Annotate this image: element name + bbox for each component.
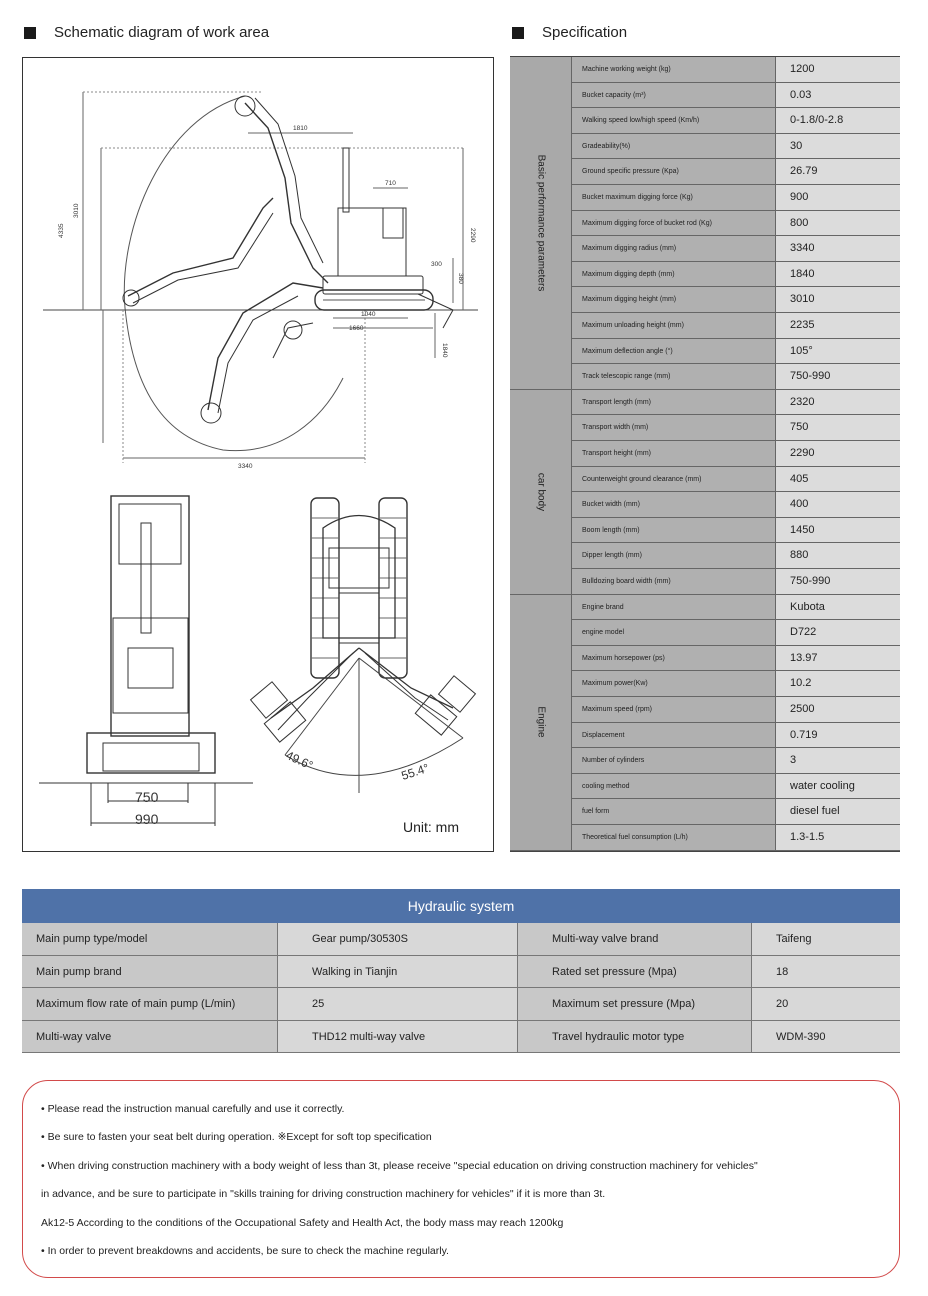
- square-bullet-icon: [24, 27, 36, 39]
- note-line: • When driving construction machinery with a body weight of less than 3t, please receive "special education on driving construction machinery for vehicles": [41, 1159, 758, 1172]
- dim-angle-right: 55.4°: [399, 760, 431, 783]
- spec-value: Kubota: [776, 595, 900, 620]
- spec-group-label: [510, 390, 572, 595]
- spec-key: Number of cylinders: [572, 748, 776, 773]
- diagram-section-header: [24, 24, 269, 41]
- hydraulic-value: Taifeng: [752, 923, 900, 955]
- spec-value: 1450: [776, 518, 900, 543]
- spec-row: [572, 339, 900, 365]
- spec-row: [572, 313, 900, 339]
- spec-key: Maximum speed (rpm): [572, 697, 776, 722]
- spec-table: [510, 56, 900, 852]
- spec-value: 2320: [776, 390, 900, 415]
- spec-value: 0.719: [776, 723, 900, 748]
- hydraulic-value: 20: [752, 988, 900, 1020]
- spec-value: 105°: [776, 339, 900, 364]
- spec-group-label-text: car body: [535, 472, 546, 511]
- spec-key: Maximum deflection angle (°): [572, 339, 776, 364]
- spec-value: 0-1.8/0-2.8: [776, 108, 900, 133]
- spec-value: 2235: [776, 313, 900, 338]
- spec-group-label-text: Basic performance parameters: [535, 154, 546, 292]
- hydraulic-key: Multi-way valve: [22, 1021, 278, 1053]
- spec-row: [572, 799, 900, 825]
- spec-row: [572, 134, 900, 160]
- spec-group-label: [510, 595, 572, 851]
- dim-2290: 2290: [469, 228, 476, 243]
- dim-3340: 3340: [238, 463, 253, 470]
- spec-row: [572, 390, 900, 416]
- spec-value: 750: [776, 415, 900, 440]
- spec-row: [572, 364, 900, 390]
- spec-row: [572, 159, 900, 185]
- dim-300: 300: [431, 261, 442, 268]
- spec-group: [510, 595, 900, 851]
- hydraulic-value: 18: [752, 956, 900, 988]
- spec-section-title: Specification: [542, 24, 628, 41]
- spec-group-label: [510, 57, 572, 390]
- spec-key: Walking speed low/high speed (Km/h): [572, 108, 776, 133]
- spec-key: Maximum digging force of bucket rod (Kg): [572, 211, 776, 236]
- spec-key: Maximum digging radius (mm): [572, 236, 776, 261]
- spec-row: [572, 492, 900, 518]
- dim-4335: 4335: [58, 223, 65, 238]
- dim-1660: 1660: [349, 325, 364, 332]
- note-line: Ak12-5 According to the conditions of the Occupational Safety and Health Act, the body mass may reach 1200kg: [41, 1216, 564, 1229]
- hydraulic-value: WDM-390: [752, 1021, 900, 1053]
- unit-label: Unit: mm: [403, 819, 459, 835]
- spec-row: [572, 595, 900, 621]
- hydraulic-row: [22, 956, 900, 989]
- spec-row: [572, 108, 900, 134]
- spec-section-header: [512, 24, 627, 41]
- hydraulic-row: [22, 923, 900, 956]
- spec-key: Dipper length (mm): [572, 543, 776, 568]
- spec-value: 3010: [776, 287, 900, 312]
- spec-row: [572, 774, 900, 800]
- spec-key: engine model: [572, 620, 776, 645]
- spec-key: Transport width (mm): [572, 415, 776, 440]
- spec-value: 1200: [776, 57, 900, 82]
- dim-750: 750: [135, 789, 159, 805]
- spec-key: Machine working weight (kg): [572, 57, 776, 82]
- spec-value: 900: [776, 185, 900, 210]
- spec-row: [572, 57, 900, 83]
- spec-key: Bucket width (mm): [572, 492, 776, 517]
- spec-key: Maximum horsepower (ps): [572, 646, 776, 671]
- spec-key: Track telescopic range (mm): [572, 364, 776, 389]
- spec-key: Bucket capacity (m³): [572, 83, 776, 108]
- spec-value: D722: [776, 620, 900, 645]
- dim-990: 990: [135, 811, 159, 827]
- spec-value: 405: [776, 467, 900, 492]
- spec-value: 10.2: [776, 671, 900, 696]
- spec-row: [572, 723, 900, 749]
- hydraulic-value: THD12 multi-way valve: [278, 1021, 518, 1053]
- spec-value: 13.97: [776, 646, 900, 671]
- spec-key: Transport length (mm): [572, 390, 776, 415]
- dim-3010: 3010: [73, 203, 80, 218]
- spec-key: Ground specific pressure (Kpa): [572, 159, 776, 184]
- spec-row: [572, 441, 900, 467]
- dim-380: 380: [457, 273, 464, 284]
- note-line: • Please read the instruction manual carefully and use it correctly.: [41, 1103, 345, 1115]
- spec-key: Maximum digging depth (mm): [572, 262, 776, 287]
- spec-value: 26.79: [776, 159, 900, 184]
- spec-row: [572, 748, 900, 774]
- spec-value: 3340: [776, 236, 900, 261]
- hydraulic-key: Maximum set pressure (Mpa): [518, 988, 752, 1020]
- hydraulic-value: 25: [278, 988, 518, 1020]
- spec-key: cooling method: [572, 774, 776, 799]
- spec-key: Engine brand: [572, 595, 776, 620]
- hydraulic-row: [22, 988, 900, 1021]
- spec-group: [510, 390, 900, 595]
- spec-value: 30: [776, 134, 900, 159]
- spec-key: Boom length (mm): [572, 518, 776, 543]
- hydraulic-title: Hydraulic system: [22, 889, 900, 923]
- spec-value: water cooling: [776, 774, 900, 799]
- spec-key: Maximum unloading height (mm): [572, 313, 776, 338]
- hydraulic-row: [22, 1021, 900, 1054]
- spec-value: 750-990: [776, 569, 900, 594]
- spec-row: [572, 415, 900, 441]
- excavator-drawing: [23, 58, 493, 850]
- spec-value: 800: [776, 211, 900, 236]
- spec-value: 0.03: [776, 83, 900, 108]
- spec-row: [572, 825, 900, 851]
- square-bullet-icon: [512, 27, 524, 39]
- spec-key: Displacement: [572, 723, 776, 748]
- spec-row: [572, 569, 900, 595]
- spec-key: Counterweight ground clearance (mm): [572, 467, 776, 492]
- spec-row: [572, 211, 900, 237]
- spec-group-label-text: Engine: [535, 706, 546, 738]
- spec-row: [572, 185, 900, 211]
- spec-row: [572, 287, 900, 313]
- spec-row: [572, 262, 900, 288]
- note-line: • Be sure to fasten your seat belt during operation. ※Except for soft top specification: [41, 1131, 432, 1144]
- spec-row: [572, 671, 900, 697]
- note-line: • In order to prevent breakdowns and accidents, be sure to check the machine regularly.: [41, 1245, 449, 1258]
- work-area-diagram: [22, 57, 494, 852]
- notes-box: [22, 1080, 900, 1278]
- spec-value: 750-990: [776, 364, 900, 389]
- spec-row: [572, 543, 900, 569]
- hydraulic-key: Main pump brand: [22, 956, 278, 988]
- spec-row: [572, 518, 900, 544]
- spec-key: Gradeability(%): [572, 134, 776, 159]
- spec-value: 880: [776, 543, 900, 568]
- hydraulic-key: Multi-way valve brand: [518, 923, 752, 955]
- spec-row: [572, 620, 900, 646]
- spec-group: [510, 57, 900, 390]
- dim-710: 710: [385, 180, 396, 187]
- spec-value: 1840: [776, 262, 900, 287]
- spec-value: 400: [776, 492, 900, 517]
- hydraulic-value: Walking in Tianjin: [278, 956, 518, 988]
- spec-key: fuel form: [572, 799, 776, 824]
- spec-key: Bucket maximum digging force (Kg): [572, 185, 776, 210]
- spec-value: 1.3-1.5: [776, 825, 900, 850]
- hydraulic-value: Gear pump/30530S: [278, 923, 518, 955]
- note-line: in advance, and be sure to participate in "skills training for driving construction machinery for vehicles" if it is more than 3t.: [41, 1188, 606, 1201]
- hydraulic-key: Rated set pressure (Mpa): [518, 956, 752, 988]
- hydraulic-rows: [22, 923, 900, 1053]
- dim-1840: 1840: [441, 343, 448, 358]
- spec-key: Transport height (mm): [572, 441, 776, 466]
- spec-key: Maximum power(Kw): [572, 671, 776, 696]
- hydraulic-key: Travel hydraulic motor type: [518, 1021, 752, 1053]
- spec-row: [572, 467, 900, 493]
- spec-row: [572, 83, 900, 109]
- spec-row: [572, 646, 900, 672]
- spec-value: 2290: [776, 441, 900, 466]
- hydraulic-key: Main pump type/model: [22, 923, 278, 955]
- spec-key: Theoretical fuel consumption (L/h): [572, 825, 776, 850]
- spec-value: 3: [776, 748, 900, 773]
- hydraulic-key: Maximum flow rate of main pump (L/min): [22, 988, 278, 1020]
- spec-key: Bulldozing board width (mm): [572, 569, 776, 594]
- hydraulic-table: [22, 889, 900, 1053]
- spec-value: diesel fuel: [776, 799, 900, 824]
- spec-key: Maximum digging height (mm): [572, 287, 776, 312]
- spec-row: [572, 236, 900, 262]
- dim-1040: 1040: [361, 311, 376, 318]
- spec-row: [572, 697, 900, 723]
- diagram-section-title: Schematic diagram of work area: [54, 24, 270, 41]
- spec-value: 2500: [776, 697, 900, 722]
- dim-angle-left: 49.6°: [283, 748, 316, 773]
- dim-1810: 1810: [293, 125, 308, 132]
